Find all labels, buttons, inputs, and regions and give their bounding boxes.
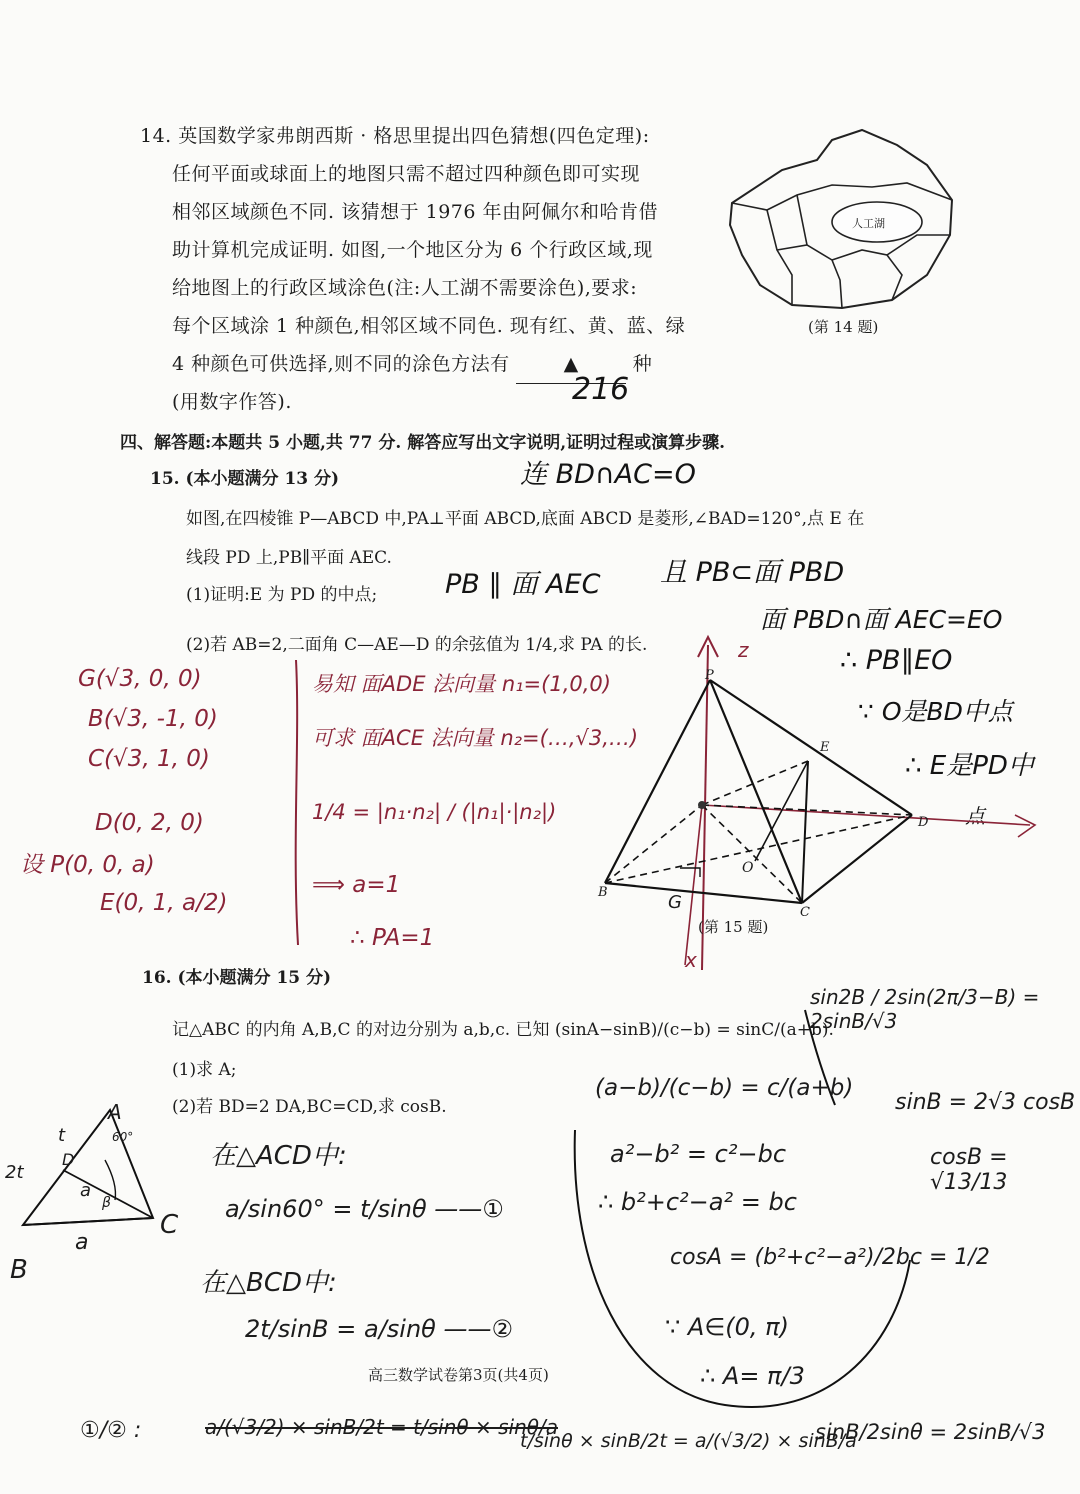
q15-coord-d: D(0, 2, 0) <box>95 810 204 836</box>
q15-label-x: x <box>685 948 697 972</box>
q15-label-c: C <box>800 905 810 920</box>
q14-line4: 助计算机完成证明. 如图,一个地区分为 6 个行政区域,现 <box>172 239 653 261</box>
q15-pyramid-figure <box>590 625 1060 985</box>
q16-hw-s4: cosA = (b²+c²−a²)/2bc = 1/2 <box>670 1245 990 1270</box>
q15-coord-c: C(√3, 1, 0) <box>88 746 210 772</box>
q15-sol-a: ⟹ a=1 <box>312 872 401 898</box>
q16-stem: 记△ABC 的内角 A,B,C 的对边分别为 a,b,c. 已知 (sinA−sinB)/(c−b) = sinC/(a+b). <box>172 1020 834 1040</box>
q16-tri-a: a <box>80 1180 92 1201</box>
q16-hw-s6: ∴ A= π/3 <box>700 1362 805 1390</box>
q16-tri-d: D <box>62 1150 75 1169</box>
q16-hw-r3: cosB = √13/13 <box>930 1145 1008 1195</box>
q15-label-d: D <box>918 815 929 830</box>
q16-triangle-sketch <box>5 1100 185 1250</box>
q16-tri-angle: 60° <box>112 1130 134 1144</box>
q16-hw-eq1: a/sin60° = t/sinθ ——① <box>225 1195 504 1223</box>
q15-sol-n2: 可求 面ACE 法向量 n₂=(…,√3,…) <box>312 726 639 750</box>
q15-hw-plane: 且 PB⊂面 PBD <box>660 557 845 588</box>
q16-hw-fraction: t/sinθ × sinB/2t = a/(√3/2) × sinB/a <box>520 1430 857 1452</box>
q14-line3: 相邻区域颜色不同. 该猜想于 1976 年由阿佩尔和哈肯借 <box>172 201 659 223</box>
q15-hw-par: ∴ PB∥EO <box>840 645 953 676</box>
q16-part1: (1)求 A; <box>172 1060 237 1080</box>
q16-tri-2t: 2t <box>5 1162 24 1183</box>
q16-tri-a2: a <box>75 1230 89 1255</box>
q15-coord-p: 设 P(0, 0, a) <box>20 852 155 878</box>
q14-line1: 14. 英国数学家弗朗西斯 · 格思里提出四色猜想(四色定理): <box>140 125 650 147</box>
q15-header: 15. (本小题满分 13 分) <box>150 469 340 489</box>
q14-line6: 每个区域涂 1 种颜色,相邻区域不同色. 现有红、黄、蓝、绿 <box>172 315 686 337</box>
q16-tri-a-vertex: A <box>108 1100 122 1124</box>
q16-hw-crossed: a/(√3/2) × sinB/2t = t/sinθ × sinθ/a <box>205 1415 558 1439</box>
q15-line2: 线段 PD 上,PB∥平面 AEC. <box>186 548 392 568</box>
q14-line7-text: 4 种颜色可供选择,则不同的涂色方法有 <box>172 353 510 375</box>
q15-hw-pb: PB ∥ 面 AEC <box>445 569 601 600</box>
q16-hw-s5: ∵ A∈(0, π) <box>665 1313 789 1341</box>
q15-hw-mid: ∵ O是BD中点 <box>858 697 1013 726</box>
q15-sol-cos: 1/4 = |n₁·n₂| / (|n₁|·|n₂|) <box>312 800 557 824</box>
q16-tri-t: t <box>58 1125 66 1146</box>
q15-solution-divider <box>288 660 308 950</box>
q15-label-b: B <box>598 885 608 900</box>
q16-hw-s3: ∴ b²+c²−a² = bc <box>598 1188 797 1216</box>
q15-part1: (1)证明:E 为 PD 的中点; <box>186 585 378 605</box>
q15-sol-pa: ∴ PA=1 <box>350 925 435 951</box>
q15-label-z: z <box>738 638 749 662</box>
q15-figure-caption: (第 15 题) <box>698 918 769 936</box>
q15-coord-g: G(√3, 0, 0) <box>78 666 202 692</box>
q16-tri-c: C <box>160 1210 179 1240</box>
q15-hw-dot: 点 <box>965 804 985 828</box>
q15-label-o: O <box>742 860 754 876</box>
q15-label-e: E <box>820 740 830 755</box>
page-footer: 高三数学试卷第3页(共4页) <box>368 1366 549 1384</box>
q16-hw-eq2: 2t/sinB = a/sinθ ——② <box>245 1315 513 1343</box>
section4-heading: 四、解答题:本题共 5 小题,共 77 分. 解答应写出文字说明,证明过程或演算步骤. <box>120 433 726 453</box>
q14-map-figure <box>722 125 962 325</box>
q15-hw-emid: ∴ E是PD中 <box>905 751 1034 781</box>
q14-lake-label: 人工湖 <box>852 217 885 230</box>
q15-coord-b: B(√3, -1, 0) <box>88 706 218 732</box>
blank-triangle-icon: ▲ <box>563 353 579 375</box>
q16-hw-r1: sin2B / 2sin(2π/3−B) = 2sinB/√3 <box>810 985 1040 1033</box>
q16-hw-bcd: 在△BCD中: <box>200 1268 337 1298</box>
q15-hw-top: 连 BD∩AC=O <box>520 459 696 490</box>
q16-hw-r2: sinB = 2√3 cosB <box>895 1090 1076 1115</box>
q15-sol-n1: 易知 面ADE 法向量 n₁=(1,0,0) <box>312 672 611 696</box>
q16-tri-b: B <box>10 1255 28 1285</box>
q16-hw-ratio: ①/② : <box>80 1418 142 1443</box>
q15-part2: (2)若 AB=2,二面角 C—AE—D 的余弦值为 1/4,求 PA 的长. <box>186 635 648 655</box>
q14-handwritten-answer: 216 <box>572 372 630 407</box>
q16-hw-aco: 在△ACD中: <box>210 1141 347 1171</box>
q14-line2: 任何平面或球面上的地图只需不超过四种颜色即可实现 <box>172 163 641 185</box>
q15-hw-inter: 面 PBD∩面 AEC=EO <box>760 605 1003 634</box>
q15-label-p: P <box>705 668 714 683</box>
q16-hw-result: sinB/2sinθ = 2sinB/√3 <box>815 1420 1046 1444</box>
q15-line1: 如图,在四棱锥 P—ABCD 中,PA⊥平面 ABCD,底面 ABCD 是菱形,∠BAD=120°,点 E 在 <box>186 509 865 529</box>
q16-hw-s1: (a−b)/(c−b) = c/(a+b) <box>595 1075 854 1101</box>
q16-header: 16. (本小题满分 15 分) <box>142 968 332 988</box>
q16-hw-s2: a²−b² = c²−bc <box>610 1140 787 1168</box>
q16-part2: (2)若 BD=2 DA,BC=CD,求 cosB. <box>172 1097 447 1117</box>
q14-line8: (用数字作答). <box>172 391 292 413</box>
q14-line7-unit: 种 <box>632 353 653 375</box>
q15-label-g: G <box>668 892 682 913</box>
q14-line5: 给地图上的行政区域涂色(注:人工湖不需要涂色),要求: <box>172 277 638 299</box>
q14-figure-caption: (第 14 题) <box>808 318 879 336</box>
q16-tri-beta: β <box>102 1195 111 1211</box>
q15-coord-e: E(0, 1, a/2) <box>100 890 228 916</box>
